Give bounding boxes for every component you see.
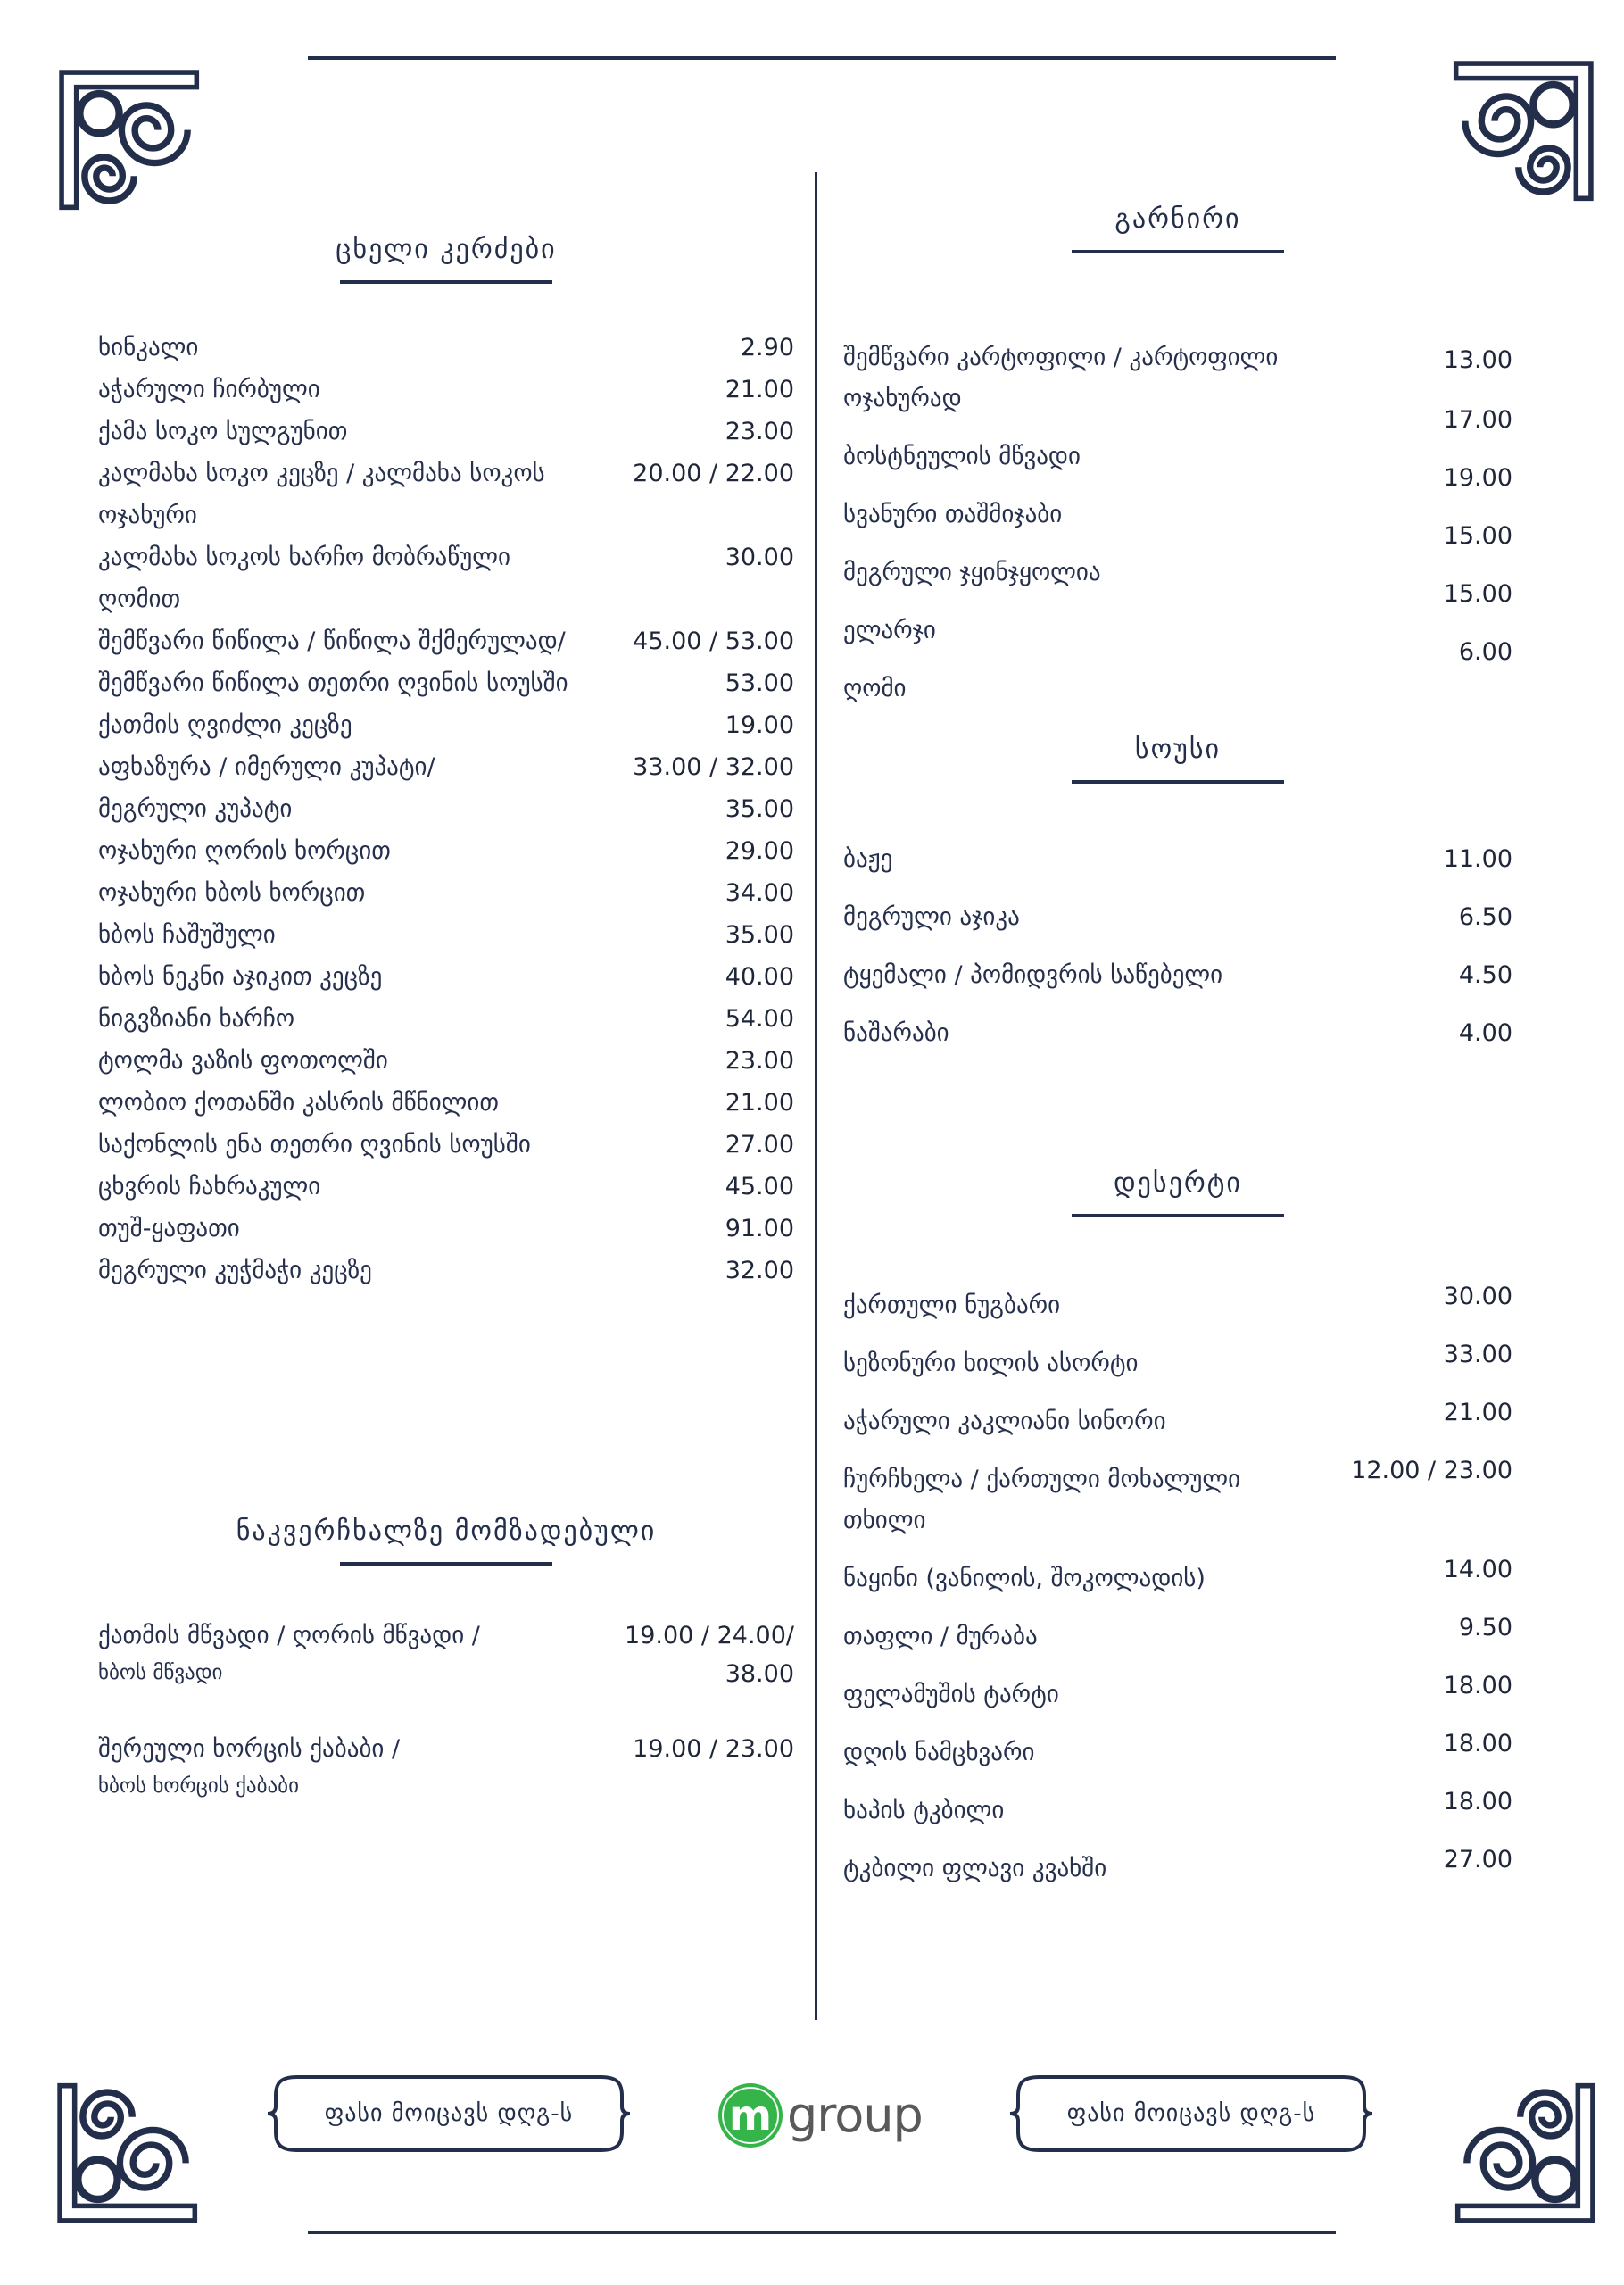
menu-item-row	[98, 453, 794, 536]
section-sauce	[843, 734, 1512, 1071]
item-price: 23.00	[725, 418, 794, 445]
item-name: ბოსტნეულის მწვადი	[843, 443, 1081, 470]
item-name: ნიგვზიანი ხარჩო	[98, 1005, 295, 1033]
item-name: მეგრული აჯიკა	[843, 903, 1020, 931]
item-name: კალმახა სოკო კეცზე / კალმახა სოკოს ოჯახური	[98, 460, 545, 529]
item-name: ცხვრის ჩახრაკული	[98, 1173, 321, 1201]
item-name: საქონლის ენა თეთრი ღვინის სოუსში	[98, 1131, 531, 1159]
item-name: ფელამუშის ტარტი	[843, 1681, 1059, 1708]
item-price: 20.00 / 22.00	[633, 460, 794, 487]
menu-item-row	[98, 536, 794, 620]
menu-item-row	[98, 327, 794, 369]
dessert-list	[843, 1285, 1512, 1890]
corner-ornament-icon	[52, 62, 200, 211]
menu-item-row	[98, 830, 794, 872]
item-name: თაფლი / მურაბა	[843, 1623, 1038, 1650]
grill-list	[98, 1616, 794, 1803]
section-title: გარნირი	[1114, 204, 1241, 235]
item-price: 30.00	[725, 544, 794, 571]
item-price: 33.00 / 32.00	[633, 753, 794, 781]
corner-ornament-icon	[1453, 54, 1601, 202]
bottom-rule-line	[308, 2231, 1336, 2234]
item-name: სეზონური ხილის ასორტი	[843, 1350, 1139, 1377]
section-hot-dishes	[98, 234, 794, 1292]
item-price: 21.00	[725, 1089, 794, 1117]
item-price: 17.00	[1443, 406, 1512, 434]
menu-item-row	[98, 998, 794, 1040]
item-price: 21.00	[1443, 1399, 1512, 1426]
item-name: ოჯახური ღორის ხორცით	[98, 837, 391, 865]
menu-item-row	[98, 788, 794, 830]
menu-item-row	[98, 1124, 794, 1166]
menu-item-row	[98, 411, 794, 453]
item-price: 29.00	[725, 837, 794, 865]
item-price: 13.00	[1443, 346, 1512, 374]
item-price: 15.00	[1443, 522, 1512, 550]
menu-item-row	[98, 704, 794, 746]
menu-item-row	[98, 1729, 794, 1803]
title-underline	[340, 280, 552, 284]
menu-item-row	[98, 1082, 794, 1124]
item-name: ნაყინი (ვანილის, შოკოლადის)	[843, 1565, 1206, 1592]
item-name: ოჯახური ხბოს ხორცით	[98, 879, 366, 907]
item-name: მეგრული კუპატი	[98, 795, 293, 823]
menu-item-row	[843, 1674, 1512, 1716]
menu-item-row	[843, 1343, 1512, 1384]
menu-item-row	[98, 620, 794, 662]
item-price: 11.00	[1443, 845, 1512, 873]
item-price: 32.00	[725, 1257, 794, 1284]
hot-dishes-list	[98, 327, 794, 1292]
menu-item-row	[843, 1013, 1512, 1054]
item-price: 19.00 / 24.00/ 38.00	[625, 1622, 794, 1688]
mgroup-logo	[718, 2083, 923, 2148]
item-name: ხბოს ნეკნი აჯიკით კეცზე	[98, 963, 383, 991]
menu-item-row	[98, 1250, 794, 1292]
item-price: 35.00	[725, 795, 794, 823]
corner-ornament-icon	[50, 2082, 198, 2231]
item-name: შემწვარი კარტოფილი / კარტოფილი ოჯახურად	[843, 344, 1279, 412]
sauce-list	[843, 839, 1512, 1054]
item-name: აჭარული კაკლიანი სინორი	[843, 1408, 1166, 1435]
item-name: ტოლმა ვაზის ფოთოლში	[98, 1047, 388, 1075]
item-price: 33.00	[1443, 1341, 1512, 1368]
item-name: შემწვარი წიწილა / წიწილა შქმერულად/	[98, 627, 566, 655]
item-price: 15.00	[1443, 580, 1512, 608]
item-name: შემწვარი წიწილა თეთრი ღვინის სოუსში	[98, 669, 568, 697]
item-name: მეგრული ჯყინჯყოლია	[843, 559, 1101, 586]
menu-item-row	[843, 955, 1512, 996]
item-name: კალმახა სოკოს ხარჩო მობრაწული ღომით	[98, 544, 510, 613]
item-price: 19.00	[725, 711, 794, 739]
item-name: ქათმის მწვადი / ღორის მწვადი / ხბოს მწვადი	[98, 1622, 480, 1684]
item-price: 27.00	[725, 1131, 794, 1159]
menu-item-row	[843, 897, 1512, 938]
item-name: ღომი	[843, 675, 907, 702]
menu-item-row	[843, 1459, 1512, 1541]
item-price: 91.00	[725, 1215, 794, 1242]
menu-item-row	[843, 580, 1512, 652]
item-price: 12.00 / 23.00	[1351, 1457, 1512, 1484]
menu-item-row	[843, 464, 1512, 536]
item-price: 6.00	[1458, 638, 1512, 666]
vat-badge-right	[1004, 2073, 1379, 2155]
section-title: ნაკვერჩხალზე მომზადებული	[236, 1516, 657, 1547]
item-name: ხაპის ტკბილი	[843, 1797, 1005, 1824]
item-name: ტკბილი ფლავი კვახში	[843, 1855, 1107, 1882]
item-price: 27.00	[1443, 1846, 1512, 1874]
section-garnish	[843, 204, 1512, 727]
section-grill	[98, 1516, 794, 1839]
item-name: ტყემალი / პომიდვრის საწებელი	[843, 961, 1223, 989]
title-underline	[1072, 250, 1284, 253]
item-name: აფხაზურა / იმერული კუპატი/	[98, 753, 435, 781]
corner-ornament-icon	[1454, 2082, 1603, 2231]
item-price: 9.50	[1458, 1614, 1512, 1641]
menu-item-row	[98, 1616, 794, 1693]
item-price: 14.00	[1443, 1556, 1512, 1583]
mgroup-logo-m-icon: m	[718, 2083, 783, 2148]
item-name: ხინკალი	[98, 334, 199, 361]
item-name: აჭარული ჩირბული	[98, 376, 320, 403]
vat-badge-label: ფასი მოიცავს დღგ-ს	[324, 2100, 574, 2127]
item-price: 30.00	[1443, 1283, 1512, 1310]
item-name: ნაშარაბი	[843, 1019, 949, 1047]
item-price: 53.00	[725, 669, 794, 697]
vat-badge-label: ფასი მოიცავს დღგ-ს	[1066, 2100, 1316, 2127]
item-price: 21.00	[725, 376, 794, 403]
menu-item-row	[843, 839, 1512, 880]
item-name: ელარჯი	[843, 617, 936, 644]
section-title: დესერტი	[1114, 1167, 1242, 1199]
item-price: 35.00	[725, 921, 794, 949]
item-price: 40.00	[725, 963, 794, 991]
item-name: ხბოს ჩაშუშული	[98, 921, 276, 949]
menu-item-row	[98, 872, 794, 914]
menu-item-row	[843, 406, 1512, 478]
item-price: 34.00	[725, 879, 794, 907]
item-name: ჩურჩხელა / ქართული მოხალული თხილი	[843, 1466, 1241, 1534]
section-dessert	[843, 1167, 1512, 1907]
section-title: სოუსი	[1134, 734, 1222, 765]
item-price: 18.00	[1443, 1788, 1512, 1816]
item-price: 18.00	[1443, 1672, 1512, 1699]
item-price: 45.00	[725, 1173, 794, 1201]
item-name: ლობიო ქოთანში კასრის მწნილით	[98, 1089, 500, 1117]
vat-badge-left	[261, 2073, 636, 2155]
menu-item-row	[98, 1208, 794, 1250]
item-price: 2.90	[740, 334, 794, 361]
section-title: ცხელი კერძები	[336, 234, 557, 265]
title-underline	[340, 1562, 552, 1566]
item-price: 4.50	[1458, 961, 1512, 989]
item-price: 19.00 / 23.00	[633, 1735, 794, 1763]
item-name: შერეული ხორცის ქაბაბი / ხბოს ხორცის ქაბაბი	[98, 1735, 401, 1798]
item-name: დღის ნამცხვარი	[843, 1739, 1035, 1766]
menu-item-row	[843, 1558, 1512, 1600]
garnish-list	[843, 337, 1512, 710]
menu-item-row	[843, 1616, 1512, 1658]
top-rule-line	[308, 56, 1336, 60]
menu-item-row	[98, 369, 794, 411]
item-price: 19.00	[1443, 464, 1512, 492]
menu-item-row	[98, 956, 794, 998]
menu-item-row	[98, 662, 794, 704]
item-price: 23.00	[725, 1047, 794, 1075]
item-name: ბაჟე	[843, 845, 893, 873]
mgroup-logo-text: group	[787, 2087, 923, 2143]
menu-item-row	[98, 1040, 794, 1082]
item-price: 45.00 / 53.00	[633, 627, 794, 655]
item-name: ქათმის ღვიძლი კეცზე	[98, 711, 352, 739]
item-name: მეგრული კუჭმაჭი კეცზე	[98, 1257, 372, 1284]
item-name: ქართული ნუგბარი	[843, 1292, 1061, 1319]
item-name: ქამა სოკო სულგუნით	[98, 418, 348, 445]
item-name: თუშ-ყაფათი	[98, 1215, 240, 1242]
menu-item-row	[843, 638, 1512, 710]
menu-item-row	[98, 914, 794, 956]
item-price: 18.00	[1443, 1730, 1512, 1757]
menu-item-row	[843, 1285, 1512, 1326]
menu-item-row	[843, 1846, 1512, 1890]
column-divider-line	[815, 172, 817, 2020]
menu-item-row	[843, 1732, 1512, 1774]
item-name: სვანური თაშმიჯაბი	[843, 501, 1063, 528]
item-price: 6.50	[1458, 903, 1512, 931]
menu-item-row	[98, 1166, 794, 1208]
item-price: 54.00	[725, 1005, 794, 1033]
menu-item-row	[843, 1401, 1512, 1442]
title-underline	[1072, 1214, 1284, 1217]
menu-item-row	[843, 337, 1512, 420]
title-underline	[1072, 780, 1284, 784]
menu-item-row	[98, 746, 794, 788]
menu-item-row	[843, 522, 1512, 594]
menu-item-row	[843, 1788, 1512, 1832]
item-price: 4.00	[1458, 1019, 1512, 1047]
